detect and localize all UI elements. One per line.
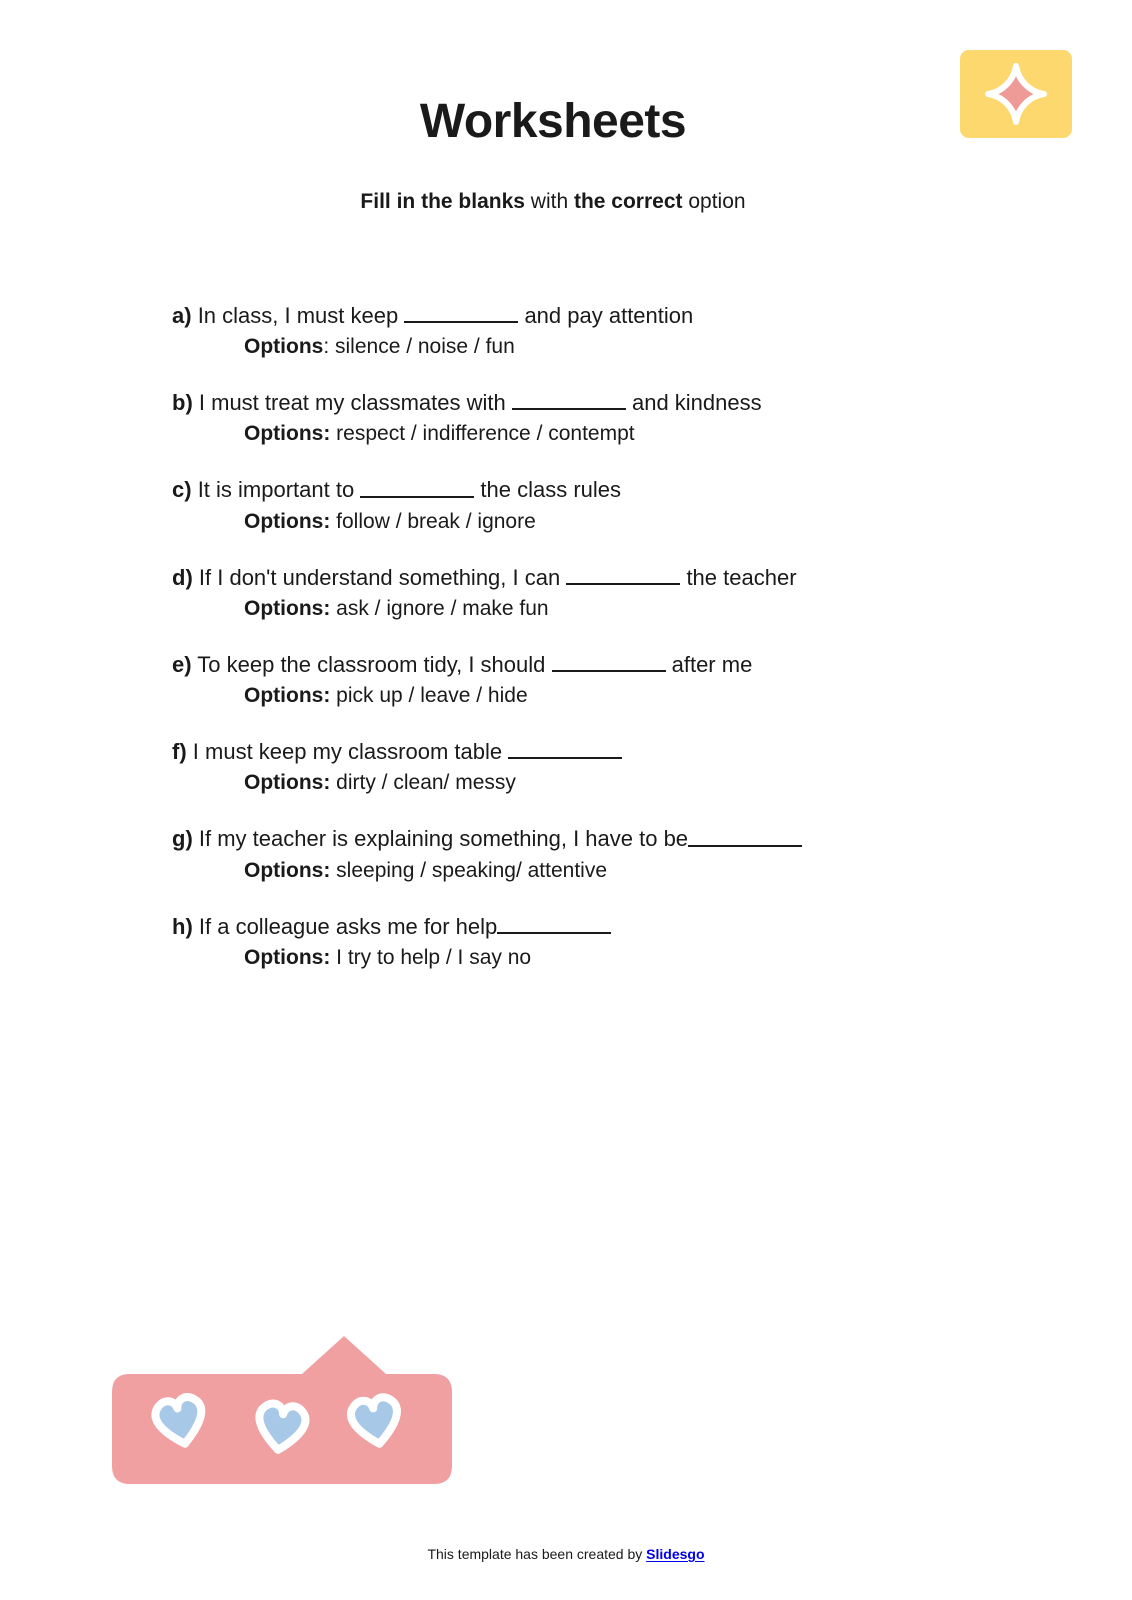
question-options-a: [172, 336, 1052, 366]
question-options-h: [172, 947, 1052, 977]
question-letter-c: c): [172, 477, 192, 503]
options-label-b: Options:: [244, 422, 331, 446]
crown-decoration: [112, 1330, 452, 1488]
answer-blank-b[interactable]: [512, 390, 626, 410]
question-text-before-d: If I don't understand something, I can: [198, 564, 567, 590]
question-options-f: [172, 772, 1052, 802]
question-item-f: [172, 739, 1052, 802]
subtitle-bold-1: Fill in the blanks: [360, 190, 525, 213]
answer-blank-f[interactable]: [508, 739, 622, 759]
subtitle-plain-2: option: [682, 190, 746, 213]
options-value-b: respect / indifference / contempt: [336, 422, 635, 446]
options-value-c: follow / break / ignore: [336, 509, 536, 533]
question-options-c: [172, 511, 1052, 541]
question-text-after-d: the teacher: [680, 564, 797, 590]
question-text-before-b: I must treat my classmates with: [198, 390, 512, 416]
options-label-h: Options:: [244, 945, 331, 969]
page-subtitle: [0, 188, 1106, 215]
options-value-a: silence / noise / fun: [335, 335, 515, 359]
question-letter-f: f): [172, 739, 187, 765]
question-prompt-d: [172, 565, 1052, 598]
questions-list: [172, 303, 1052, 977]
footer-credit: [0, 1546, 1132, 1562]
question-text-before-g: If my teacher is explaining something, I have to be: [198, 826, 689, 852]
subtitle-bold-2: the correct: [573, 190, 683, 213]
options-sep-a: :: [323, 335, 335, 359]
question-item-h: [172, 914, 1052, 977]
question-letter-d: d): [172, 564, 193, 590]
question-prompt-e: [172, 652, 1052, 685]
question-text-before-a: In class, I must keep: [197, 303, 405, 329]
answer-blank-d[interactable]: [566, 565, 680, 585]
question-letter-e: e): [172, 652, 192, 678]
answer-blank-g[interactable]: [688, 826, 802, 846]
slidesgo-link[interactable]: Slidesgo: [646, 1546, 705, 1562]
options-label-g: Options:: [244, 858, 331, 882]
subtitle-plain-1: with: [524, 190, 574, 213]
question-text-after-c: the class rules: [474, 477, 622, 503]
footer-credit-text: This template has been created by: [427, 1546, 647, 1562]
question-letter-b: b): [172, 390, 193, 416]
options-value-e: pick up / leave / hide: [336, 684, 528, 708]
question-letter-h: h): [172, 913, 193, 939]
question-prompt-f: [172, 739, 1052, 772]
options-label-d: Options:: [244, 596, 331, 620]
question-text-after-e: after me: [665, 652, 753, 678]
question-prompt-c: [172, 477, 1052, 510]
question-text-before-h: If a colleague asks me for help: [198, 913, 498, 939]
answer-blank-c[interactable]: [360, 477, 474, 497]
answer-blank-e[interactable]: [552, 652, 666, 672]
question-item-b: [172, 390, 1052, 453]
answer-blank-a[interactable]: [404, 303, 518, 323]
question-options-b: [172, 423, 1052, 453]
question-prompt-b: [172, 390, 1052, 423]
question-letter-g: g): [172, 826, 193, 852]
options-value-h: I try to help / I say no: [336, 945, 532, 969]
options-label-a: Options: [244, 335, 324, 359]
question-prompt-h: [172, 914, 1052, 947]
question-item-e: [172, 652, 1052, 715]
question-options-e: [172, 685, 1052, 715]
question-text-after-a: and pay attention: [518, 303, 694, 329]
options-value-f: dirty / clean/ messy: [336, 771, 516, 795]
question-text-after-b: and kindness: [625, 390, 762, 416]
question-item-g: [172, 826, 1052, 889]
options-value-d: ask / ignore / make fun: [336, 596, 549, 620]
question-text-before-f: I must keep my classroom table: [192, 739, 509, 765]
question-text-before-e: To keep the classroom tidy, I should: [197, 652, 552, 678]
question-item-c: [172, 477, 1052, 540]
question-prompt-a: [172, 303, 1052, 336]
options-label-c: Options:: [244, 509, 331, 533]
question-text-before-c: It is important to: [197, 477, 361, 503]
question-options-d: [172, 598, 1052, 628]
question-item-a: [172, 303, 1052, 366]
options-label-e: Options:: [244, 684, 331, 708]
page-title: Worksheets: [419, 95, 687, 148]
options-label-f: Options:: [244, 771, 331, 795]
answer-blank-h[interactable]: [497, 914, 611, 934]
question-item-d: [172, 565, 1052, 628]
question-letter-a: a): [172, 303, 192, 329]
options-value-g: sleeping / speaking/ attentive: [336, 858, 608, 882]
question-prompt-g: [172, 826, 1052, 859]
question-options-g: [172, 860, 1052, 890]
